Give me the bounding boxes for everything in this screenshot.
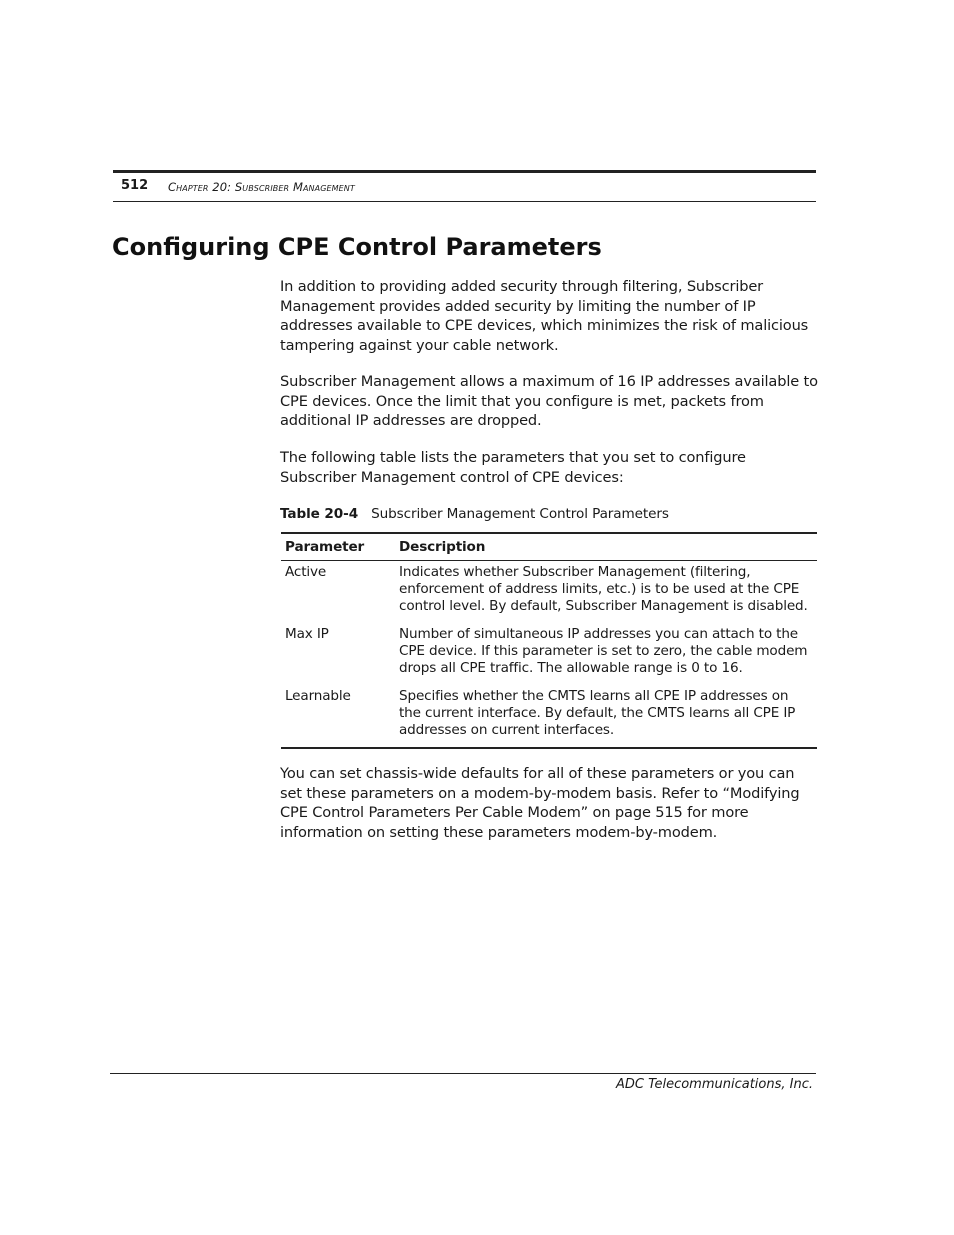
table-row — [281, 685, 817, 748]
table-row — [281, 623, 817, 685]
parameter-cell: Max IP — [285, 626, 329, 642]
parameter-cell: Active — [285, 564, 327, 580]
parameters-table — [281, 532, 817, 749]
body-paragraph: You can set chassis-wide defaults for all of these parameters or you can set these parameters on a modem-by-modem basis. Refer to “Modifying CPE Control Parameters Per Cable Modem” on page 515 for more information on setting these parameters modem-by-modem. — [280, 765, 800, 842]
parameter-cell: Learnable — [285, 688, 351, 704]
table-caption — [280, 505, 669, 523]
description-cell: Indicates whether Subscriber Management (filtering, enforcement of address limits, etc.) is to be used at the CPE control level. By default, Subscriber Management is disabled. — [399, 564, 808, 614]
running-head: Chapter 20: Subscriber Management — [168, 180, 355, 194]
header-rule-top — [113, 170, 816, 173]
column-header-parameter: Parameter — [285, 539, 365, 555]
description-cell: Specifies whether the CMTS learns all CPE IP addresses on the current interface. By default, the CMTS learns all CPE IP addresses on current interfaces. — [399, 688, 796, 738]
description-cell: Number of simultaneous IP addresses you can attach to the CPE device. If this parameter is set to zero, the cable modem drops all CPE traffic. The allowable range is 0 to 16. — [399, 626, 808, 676]
table-header-row — [281, 533, 817, 561]
footer-rule — [110, 1073, 816, 1074]
body-paragraph: Subscriber Management allows a maximum of 16 IP addresses available to CPE devices. Once the limit that you configure is met, packets from additional IP addresses are dropped. — [280, 373, 818, 430]
table-row — [281, 561, 817, 624]
body-paragraph: In addition to providing added security through filtering, Subscriber Management provides added security by limiting the number of IP addresses available to CPE devices, which minimizes the risk of malicious tampering against your cable network. — [280, 278, 809, 355]
page-number: 512 — [121, 178, 149, 193]
body-paragraph: The following table lists the parameters that you set to configure Subscriber Management control of CPE devices: — [280, 449, 746, 486]
footer-company: ADC Telecommunications, Inc. — [616, 1077, 813, 1092]
table-caption-text: Subscriber Management Control Parameters — [371, 506, 669, 522]
table-caption-label: Table 20-4 — [280, 506, 359, 522]
section-title: Configuring CPE Control Parameters — [112, 233, 602, 261]
header-rule-bottom — [113, 201, 816, 202]
column-header-description: Description — [399, 539, 486, 555]
